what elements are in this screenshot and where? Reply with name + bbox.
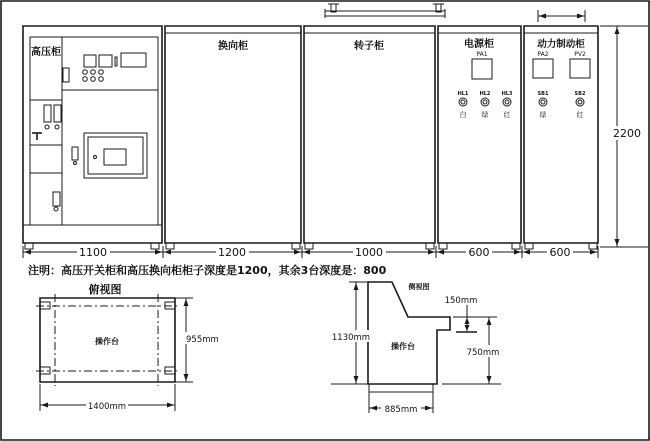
cabinet-label-rotor: 转子柜 bbox=[354, 41, 384, 52]
light-color-3: 红 bbox=[503, 111, 511, 119]
pushbuttons-braking bbox=[539, 98, 584, 106]
button-color-1: 绿 bbox=[539, 111, 547, 119]
dim-text-600b: 600 bbox=[549, 246, 571, 259]
dim-text-1400: 1400mm bbox=[87, 402, 127, 412]
console-profile bbox=[368, 282, 450, 384]
button-tag-1: SB1 bbox=[537, 91, 549, 97]
dim-text-1130: 1130mm bbox=[331, 333, 371, 343]
dim-text-885: 885mm bbox=[384, 405, 418, 415]
cabinet-label-braking: 动力制动柜 bbox=[537, 39, 585, 50]
dim-text-750: 750mm bbox=[466, 348, 500, 358]
top-view bbox=[36, 294, 213, 411]
dim-text-955: 955mm bbox=[186, 335, 219, 345]
light-tag-2: HL2 bbox=[479, 91, 491, 97]
lifting-rail bbox=[325, 4, 445, 18]
cabinet-commutation bbox=[165, 26, 301, 243]
cabinet-power bbox=[438, 26, 521, 243]
light-color-1: 白 bbox=[459, 111, 467, 119]
dim-text-1200: 1200 bbox=[218, 246, 246, 259]
button-tag-2: SB2 bbox=[574, 91, 586, 97]
dim-notch-150 bbox=[453, 305, 497, 331]
indicator-lights-power bbox=[459, 98, 511, 106]
cabinet-feet bbox=[25, 243, 597, 249]
side-view-console-label: 操作台 bbox=[391, 342, 415, 351]
meter-pa1 bbox=[472, 59, 492, 79]
meter-pa2 bbox=[533, 59, 553, 78]
meter-pv2 bbox=[570, 59, 590, 78]
depth-note: 注明：高压开关柜和高压换向柜柜子深度是1200，其余3台深度是：800 bbox=[28, 264, 387, 277]
dim-text-150: 150mm bbox=[444, 296, 478, 306]
page-border bbox=[1, 1, 649, 440]
instrument-panel bbox=[63, 53, 146, 82]
meter-tag-pa1: PA1 bbox=[476, 51, 488, 58]
top-view-title: 俯视图 bbox=[88, 283, 122, 296]
cabinet-label-hv: 高压柜 bbox=[31, 47, 61, 58]
dim-text-600a: 600 bbox=[468, 246, 490, 259]
cabinet-rotor bbox=[304, 26, 435, 243]
cabinet-high-voltage bbox=[23, 26, 162, 243]
cabinet-label-comm: 换向柜 bbox=[218, 41, 248, 52]
switch-handle-icon bbox=[32, 133, 42, 140]
top-view-console-label: 操作台 bbox=[95, 337, 119, 346]
meter-tag-pv2: PV2 bbox=[574, 51, 586, 58]
cabinet-label-power: 电源柜 bbox=[464, 39, 494, 50]
meter-tag-pa2: PA2 bbox=[537, 51, 549, 58]
dim-text-1000: 1000 bbox=[355, 246, 383, 259]
light-tag-1: HL1 bbox=[457, 91, 469, 97]
cabinet-braking bbox=[524, 26, 598, 243]
light-tag-3: HL3 bbox=[501, 91, 513, 97]
light-color-2: 绿 bbox=[481, 111, 489, 119]
button-color-2: 红 bbox=[576, 111, 584, 119]
door-handle-icon bbox=[72, 147, 78, 165]
dim-text-1100: 1100 bbox=[79, 246, 107, 259]
door-window bbox=[84, 133, 147, 178]
side-view-title: 侧视图 bbox=[408, 283, 430, 291]
console-base bbox=[369, 384, 433, 392]
dim-text-2200: 2200 bbox=[613, 127, 641, 140]
lower-handle-icon bbox=[53, 192, 60, 211]
top-span-arrow bbox=[538, 10, 585, 22]
fuse-slots-icon bbox=[44, 105, 61, 129]
